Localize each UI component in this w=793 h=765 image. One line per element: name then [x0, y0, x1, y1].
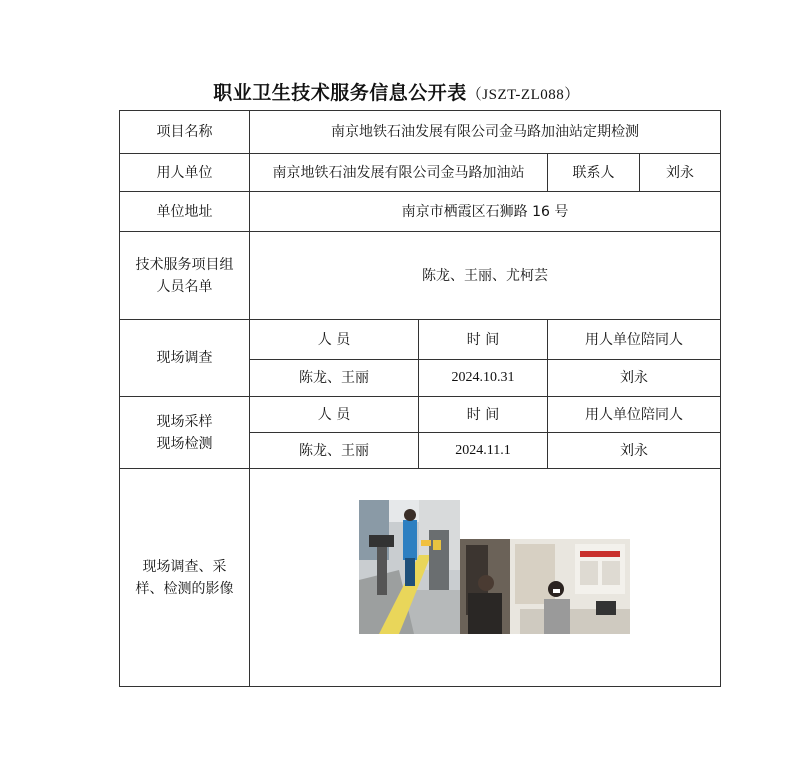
title-text: 职业卫生技术服务信息公开表	[213, 82, 467, 104]
sampling-escort-header: 用人单位陪同人	[548, 397, 721, 433]
images-label	[120, 469, 250, 687]
sampling-people-header: 人 员	[250, 397, 419, 433]
survey-escort-header: 用人单位陪同人	[548, 320, 721, 360]
team-label	[120, 232, 250, 320]
survey-people: 陈龙、王丽	[250, 360, 419, 397]
sampling-escort: 刘永	[548, 433, 721, 469]
survey-label: 现场调查	[120, 320, 250, 397]
photo-area	[254, 470, 724, 686]
row-images	[120, 469, 721, 687]
unit-value: 南京地铁石油发展有限公司金马路加油站	[250, 154, 548, 192]
row-address	[120, 192, 721, 232]
survey-escort: 刘永	[548, 360, 721, 397]
sampling-label-text: 现场采样现场检测	[156, 413, 213, 452]
survey-people-header: 人 员	[250, 320, 419, 360]
row-project	[120, 111, 721, 154]
team-label-text: 技术服务项目组人员名单	[135, 256, 234, 295]
office-photo	[460, 539, 630, 634]
address-value: 南京市栖霞区石狮路 16 号	[250, 192, 721, 232]
sampling-time: 2024.11.1	[419, 433, 548, 469]
survey-time-header: 时 间	[419, 320, 548, 360]
unit-label: 用人单位	[120, 154, 250, 192]
images-cell	[250, 469, 721, 687]
row-sampling-header	[120, 397, 721, 433]
gas-station-photo	[359, 500, 460, 634]
project-label: 项目名称	[120, 111, 250, 154]
info-table	[119, 110, 721, 687]
images-label-text: 现场调查、采样、检测的影像	[135, 558, 234, 597]
row-survey-header	[120, 320, 721, 360]
survey-time: 2024.10.31	[419, 360, 548, 397]
sampling-label	[120, 397, 250, 469]
sampling-time-header: 时 间	[419, 397, 548, 433]
sampling-people: 陈龙、王丽	[250, 433, 419, 469]
form-code: （JSZT-ZL088）	[466, 87, 580, 103]
page-title	[0, 78, 793, 105]
project-value: 南京地铁石油发展有限公司金马路加油站定期检测	[250, 111, 721, 154]
row-unit	[120, 154, 721, 192]
team-value: 陈龙、王丽、尤柯芸	[250, 232, 721, 320]
contact-label: 联系人	[548, 154, 640, 192]
row-team	[120, 232, 721, 320]
contact-value: 刘永	[640, 154, 721, 192]
address-label: 单位地址	[120, 192, 250, 232]
